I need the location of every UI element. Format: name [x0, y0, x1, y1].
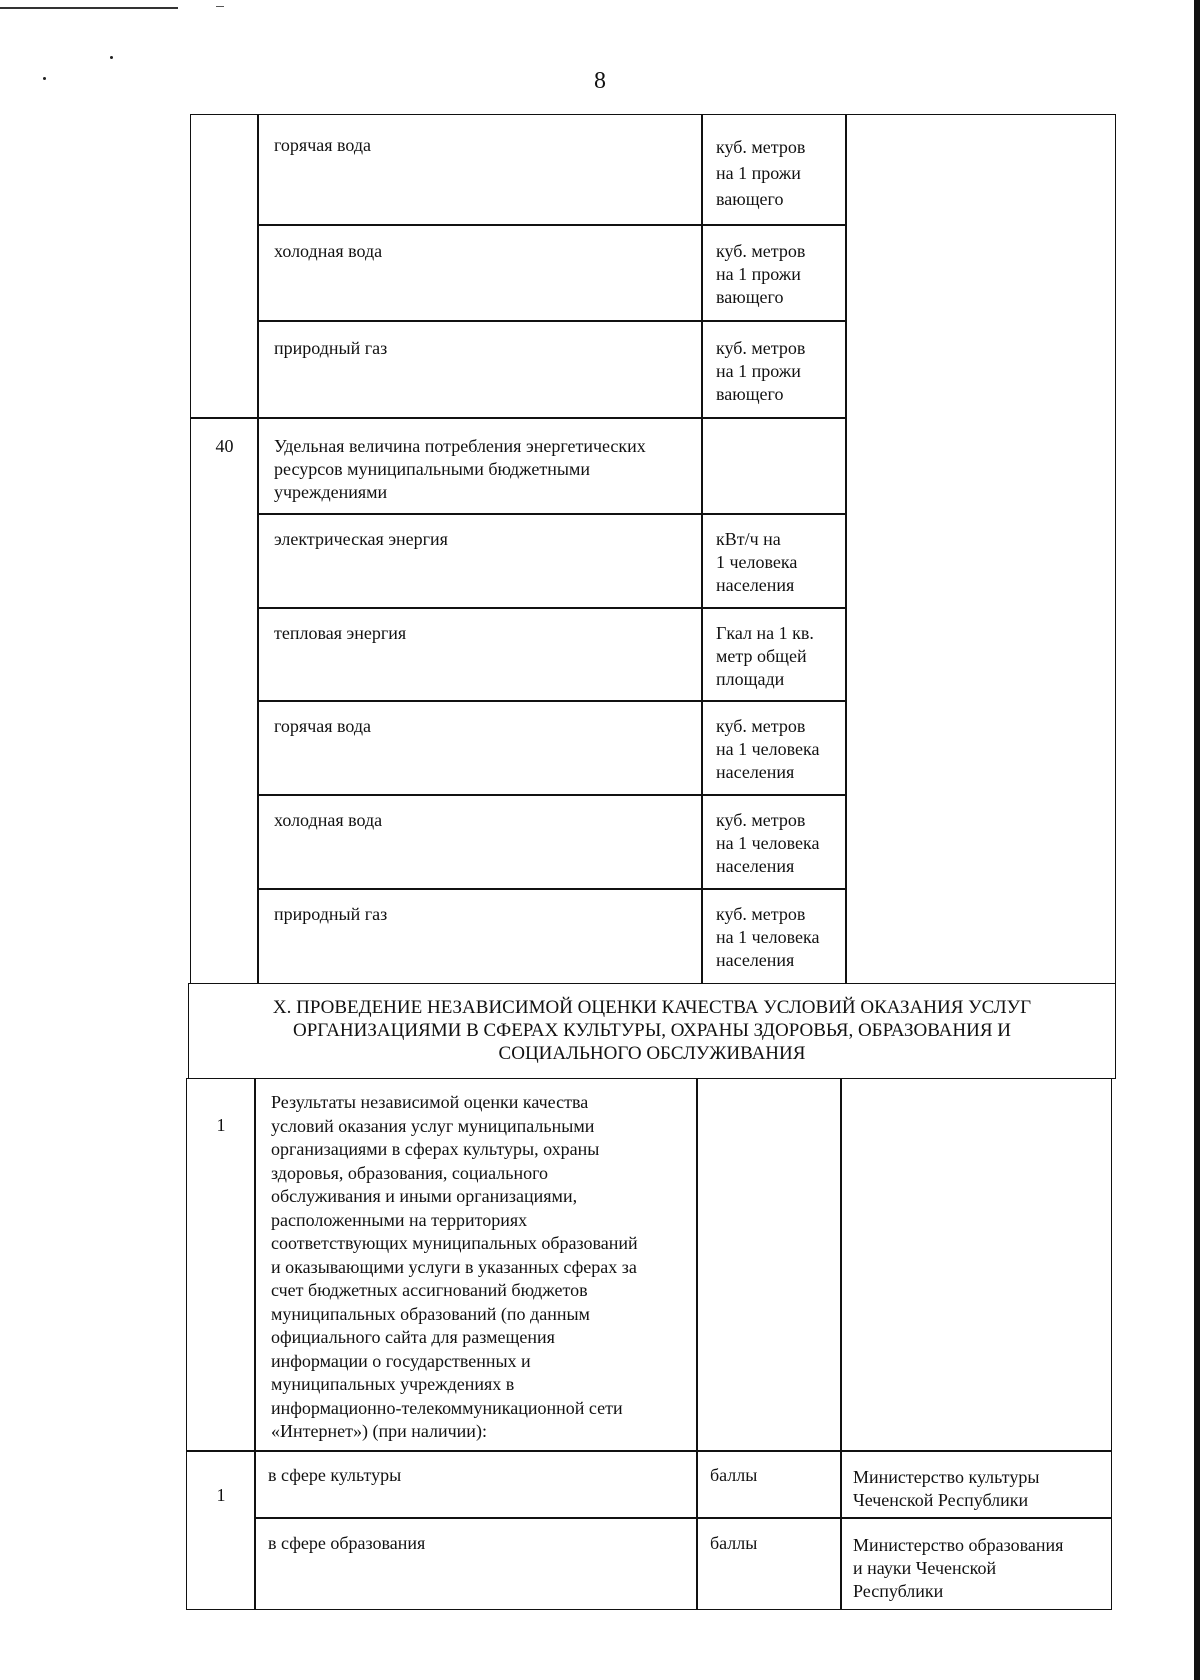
row-divider: [257, 607, 846, 609]
section-title: X. ПРОВЕДЕНИЕ НЕЗАВИСИМОЙ ОЦЕНКИ КАЧЕСТВА УСЛОВИЙ ОКАЗАНИЯ УСЛУГ ОРГАНИЗАЦИЯМИ В СФЕРАХ КУЛЬТУРЫ, ОХРАНЫ ЗДОРОВЬЯ, ОБРАЗОВАНИЯ И СОЦИАЛЬНОГО ОБСЛУЖИВАНИЯ: [272, 997, 1032, 1064]
scan-artifact-line: [0, 7, 178, 9]
table-row-unit: куб. метров на 1 человека населения: [716, 716, 820, 782]
scan-artifact-edge: [1194, 0, 1200, 1680]
table-row-number: 1: [216, 1115, 226, 1135]
table-row-indicator: Удельная величина потребления энергетических ресурсов муниципальными бюджетными учреждениями: [274, 436, 646, 502]
table-row-unit: куб. метров на 1 прожи вающего: [716, 241, 806, 307]
column-divider: [840, 1078, 842, 1610]
row-divider: [186, 1450, 1112, 1452]
column-divider: [701, 114, 703, 983]
row-divider: [190, 417, 846, 419]
scan-artifact-dash: [216, 6, 224, 7]
row-divider: [257, 700, 846, 702]
table-row-indicator: горячая вода: [274, 135, 372, 155]
table-row-unit: баллы: [710, 1465, 758, 1485]
table-row-indicator: в сфере культуры: [268, 1465, 402, 1485]
table-row-unit: куб. метров на 1 прожи вающего: [716, 338, 806, 404]
table-row-unit: баллы: [710, 1533, 758, 1553]
row-divider: [257, 794, 846, 796]
table-row-indicator: в сфере образования: [268, 1533, 426, 1553]
column-divider: [254, 1078, 256, 1610]
table-row-responsible: Министерство образования и науки Чеченской Республики: [853, 1535, 1064, 1601]
table-row-indicator: холодная вода: [274, 241, 383, 261]
column-divider: [696, 1078, 698, 1610]
page-number: 8: [594, 68, 606, 94]
table-row-unit: куб. метров на 1 прожи вающего: [716, 137, 806, 209]
table-row-unit: кВт/ч на 1 человека населения: [716, 529, 798, 595]
table-row-indicator: Результаты независимой оценки качества условий оказания услуг муниципальными организациями в сферах культуры, охраны здоровья, образования, социального обслуживания и иными организациями, расположенными на территориях соответствующих муниципальных образований и оказывающими услуги в указанных сферах за счет бюджетных ассигнований бюджетов муниципальных образований (по данным официального сайта для размещения информации о государственных и муниципальных учреждениях в информационно-телекоммуникационной сети «Интернет») (при наличии):: [271, 1092, 638, 1441]
table-row-number: 1: [216, 1485, 226, 1505]
table-row-unit: Гкал на 1 кв. метр общей площади: [716, 623, 814, 689]
scan-artifact-dot: [110, 56, 113, 59]
table-row-indicator: горячая вода: [274, 716, 372, 736]
row-divider: [257, 888, 846, 890]
table-row-number: 40: [215, 436, 234, 456]
row-divider: [257, 224, 846, 226]
table-row-unit: куб. метров на 1 человека населения: [716, 904, 820, 970]
table-row-responsible: Министерство культуры Чеченской Республики: [853, 1467, 1040, 1510]
column-divider: [845, 114, 847, 983]
table-row-indicator: природный газ: [274, 904, 388, 924]
table-row-unit: куб. метров на 1 человека населения: [716, 810, 820, 876]
row-divider: [254, 1517, 1112, 1519]
column-divider: [257, 114, 259, 983]
table-row-indicator: электрическая энергия: [274, 529, 448, 549]
table-row-indicator: холодная вода: [274, 810, 383, 830]
row-divider: [257, 320, 846, 322]
table-row-indicator: тепловая энергия: [274, 623, 407, 643]
row-divider: [257, 513, 846, 515]
table-row-indicator: природный газ: [274, 338, 388, 358]
